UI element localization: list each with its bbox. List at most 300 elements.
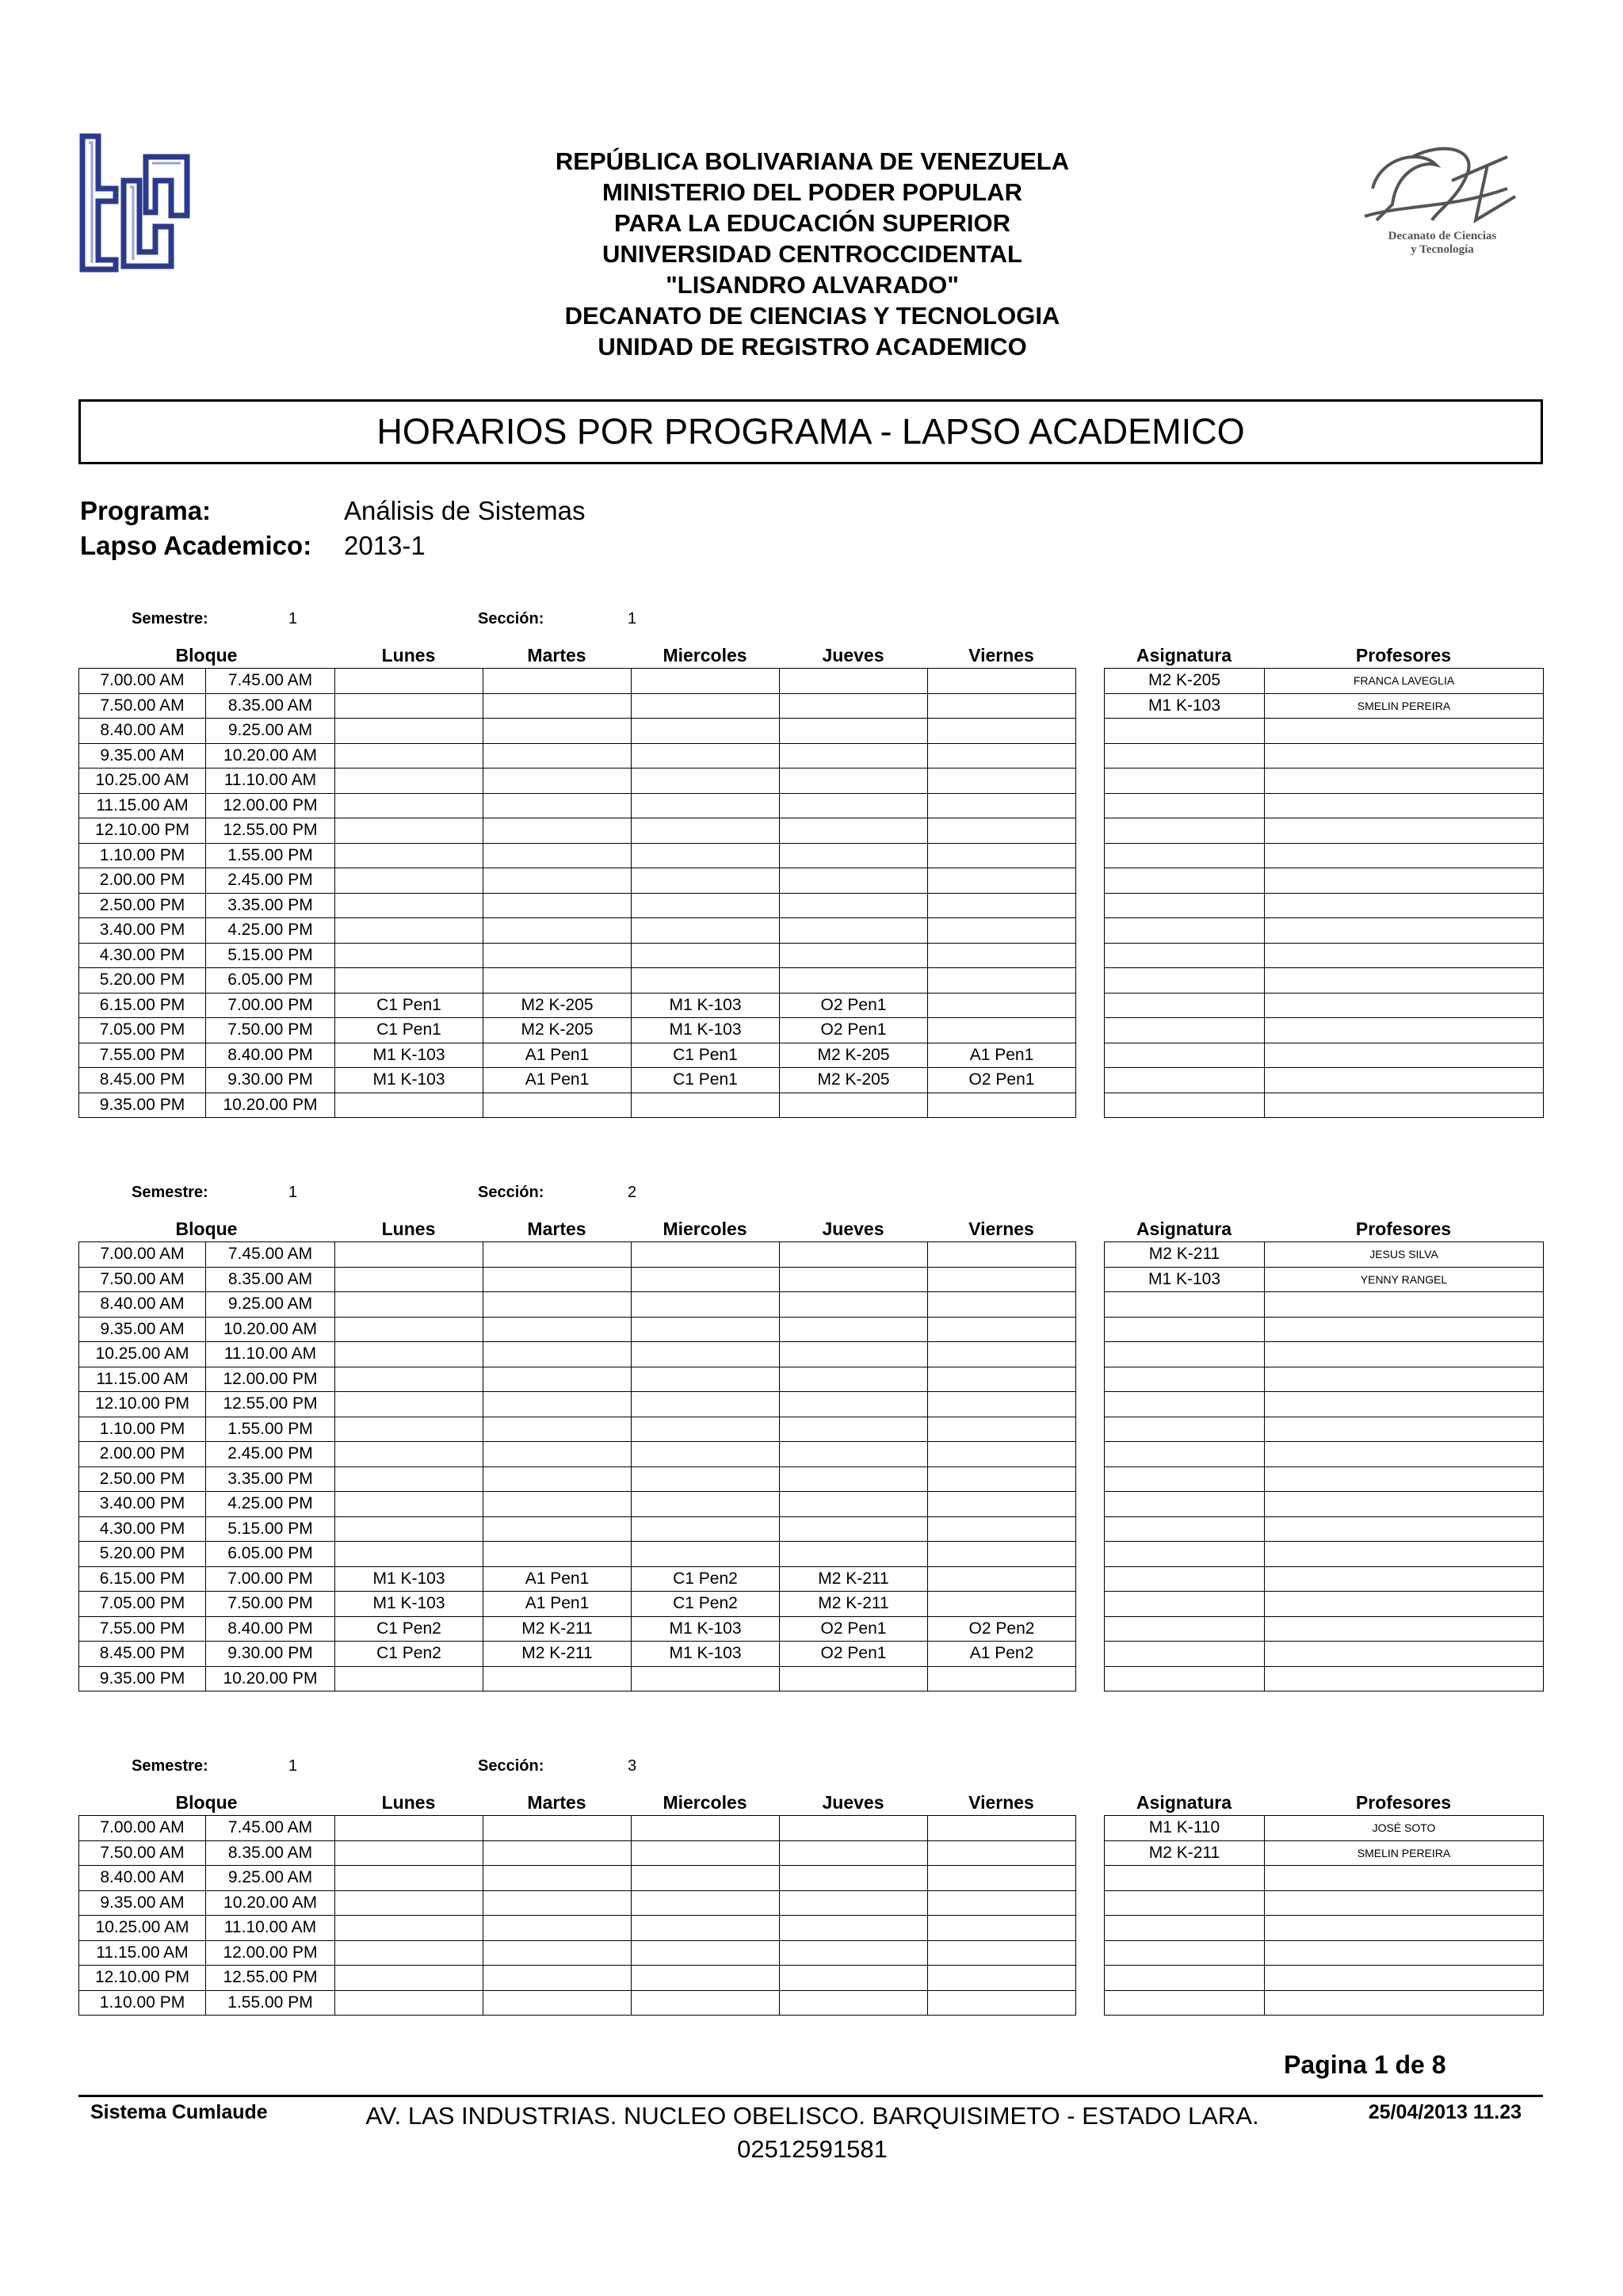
course-row: [1105, 1940, 1544, 1966]
cell-miercoles: [632, 1317, 780, 1342]
course-row: [1105, 743, 1544, 769]
cell-jueves: [780, 1866, 928, 1891]
column-header-viernes: Viernes: [968, 645, 1034, 666]
cell-miercoles: [632, 918, 780, 944]
cell-lunes: C1 Pen2: [335, 1616, 483, 1642]
cell-lunes: C1 Pen1: [335, 993, 483, 1018]
cell-jueves: [780, 793, 928, 818]
professor-name: [1265, 1043, 1544, 1068]
block-end: 12.00.00 PM: [206, 1367, 335, 1392]
header-line-4: UNIVERSIDAD CENTROCCIDENTAL: [602, 240, 1022, 268]
professor-name: [1265, 793, 1544, 818]
schedule-row: [79, 1492, 1076, 1517]
block-end: 1.55.00 PM: [206, 843, 335, 868]
cell-jueves: [780, 719, 928, 744]
cell-lunes: [335, 1466, 483, 1492]
schedule-row: [79, 943, 1076, 968]
cell-lunes: [335, 1516, 483, 1542]
column-header-jueves: Jueves: [822, 1219, 884, 1239]
semestre-label: Semestre:: [132, 610, 208, 627]
cell-lunes: [335, 1392, 483, 1417]
cell-jueves: M2 K-205: [780, 1043, 928, 1068]
cell-viernes: [928, 1417, 1076, 1442]
schedule-row: [79, 1890, 1076, 1916]
block-end: 7.00.00 PM: [206, 1566, 335, 1592]
cell-miercoles: M1 K-103: [632, 1642, 780, 1667]
course-row: [1105, 1592, 1544, 1617]
course-row: [1105, 893, 1544, 918]
cell-viernes: [928, 968, 1076, 994]
cell-miercoles: M1 K-103: [632, 1018, 780, 1043]
block-end: 8.35.00 AM: [206, 1840, 335, 1866]
course-row: [1105, 993, 1544, 1018]
block-start: 8.40.00 AM: [79, 719, 206, 744]
cell-jueves: [780, 868, 928, 894]
cell-miercoles: [632, 1242, 780, 1268]
cell-jueves: [780, 893, 928, 918]
cell-lunes: [335, 868, 483, 894]
cell-martes: [483, 1367, 632, 1392]
cell-martes: [483, 1840, 632, 1866]
block-start: 9.35.00 PM: [79, 1666, 206, 1691]
professor-name: [1265, 1642, 1544, 1667]
semestre-value: 1: [288, 1757, 298, 1775]
cell-jueves: [780, 1442, 928, 1467]
cell-lunes: [335, 1492, 483, 1517]
cell-jueves: O2 Pen1: [780, 993, 928, 1018]
cell-viernes: [928, 993, 1076, 1018]
block-start: 7.55.00 PM: [79, 1043, 206, 1068]
block-start: 3.40.00 PM: [79, 1492, 206, 1517]
professor-name: [1265, 1516, 1544, 1542]
course-row: [1105, 1317, 1544, 1342]
course-row: [1105, 1642, 1544, 1667]
cell-jueves: [780, 1542, 928, 1567]
professor-name: [1265, 968, 1544, 994]
course-row: [1105, 793, 1544, 818]
block-end: 7.50.00 PM: [206, 1018, 335, 1043]
cell-lunes: [335, 793, 483, 818]
block-end: 5.15.00 PM: [206, 943, 335, 968]
cell-viernes: [928, 1542, 1076, 1567]
block-end: 8.35.00 AM: [206, 693, 335, 719]
block-start: 7.50.00 AM: [79, 693, 206, 719]
cell-miercoles: [632, 968, 780, 994]
cell-martes: [483, 1966, 632, 1991]
logo-right-line-1: Decanato de Ciencias: [1388, 230, 1497, 242]
cell-jueves: [780, 769, 928, 794]
cell-jueves: [780, 1966, 928, 1991]
schedule-row: [79, 1093, 1076, 1118]
cell-viernes: [928, 1317, 1076, 1342]
semestre-value: 1: [288, 610, 298, 627]
course-row: [1105, 1666, 1544, 1691]
course-code: [1105, 843, 1265, 868]
schedule-row: [79, 1367, 1076, 1392]
cell-viernes: [928, 693, 1076, 719]
cell-miercoles: [632, 1666, 780, 1691]
course-row: [1105, 1566, 1544, 1592]
course-code: [1105, 1592, 1265, 1617]
cell-viernes: [928, 1492, 1076, 1517]
professor-name: [1265, 1367, 1544, 1392]
block-start: 10.25.00 AM: [79, 769, 206, 794]
schedule-row: [79, 1990, 1076, 2016]
cell-miercoles: [632, 1367, 780, 1392]
cell-lunes: M1 K-103: [335, 1592, 483, 1617]
professor-name: [1265, 1990, 1544, 2016]
course-row: [1105, 1516, 1544, 1542]
column-header-bloque: Bloque: [175, 1792, 238, 1813]
cell-martes: M2 K-205: [483, 993, 632, 1018]
cell-lunes: [335, 1417, 483, 1442]
cell-viernes: [928, 868, 1076, 894]
course-code: [1105, 1292, 1265, 1318]
print-timestamp: 25/04/2013 11.23: [1368, 2101, 1522, 2123]
course-code: [1105, 1642, 1265, 1667]
column-header-lunes: Lunes: [381, 1792, 436, 1813]
cell-viernes: [928, 669, 1076, 694]
professor-name: [1265, 1940, 1544, 1966]
schedule-row: [79, 793, 1076, 818]
cell-viernes: [928, 1392, 1076, 1417]
block-start: 7.55.00 PM: [79, 1616, 206, 1642]
schedule-row: [79, 1466, 1076, 1492]
cell-lunes: [335, 1267, 483, 1292]
cell-viernes: [928, 1093, 1076, 1118]
course-row: [1105, 968, 1544, 994]
course-code: [1105, 893, 1265, 918]
professor-name: [1265, 818, 1544, 844]
cell-miercoles: [632, 743, 780, 769]
block-end: 9.25.00 AM: [206, 1292, 335, 1318]
professor-name: [1265, 1442, 1544, 1467]
schedule-row: [79, 1940, 1076, 1966]
schedule-row: [79, 1666, 1076, 1691]
course-row: [1105, 1442, 1544, 1467]
cell-martes: [483, 1292, 632, 1318]
programa-value: Análisis de Sistemas: [344, 496, 586, 525]
ucla-logo: [76, 133, 195, 273]
block-end: 11.10.00 AM: [206, 769, 335, 794]
cell-miercoles: [632, 1292, 780, 1318]
cell-viernes: [928, 793, 1076, 818]
cell-lunes: [335, 743, 483, 769]
header-line-2: MINISTERIO DEL PODER POPULAR: [602, 178, 1022, 206]
schedule-row: [79, 1916, 1076, 1941]
programa-label: Programa:: [80, 496, 212, 525]
cell-lunes: [335, 1317, 483, 1342]
column-header-martes: Martes: [527, 1219, 586, 1239]
schedule-row: [79, 1267, 1076, 1292]
professor-name: [1265, 1566, 1544, 1592]
header-line-1: REPÚBLICA BOLIVARIANA DE VENEZUELA: [555, 147, 1070, 175]
cell-jueves: [780, 818, 928, 844]
course-row: [1105, 1890, 1544, 1916]
course-row: [1105, 843, 1544, 868]
cell-martes: [483, 1417, 632, 1442]
cell-jueves: O2 Pen1: [780, 1616, 928, 1642]
course-code: [1105, 1417, 1265, 1442]
cell-viernes: [928, 843, 1076, 868]
course-code: M1 K-103: [1105, 693, 1265, 719]
block-start: 7.50.00 AM: [79, 1267, 206, 1292]
seccion-value: 3: [628, 1757, 637, 1775]
course-row: [1105, 818, 1544, 844]
schedule-row: [79, 743, 1076, 769]
professor-name: [1265, 769, 1544, 794]
cell-martes: [483, 1492, 632, 1517]
block-start: 5.20.00 PM: [79, 968, 206, 994]
cell-martes: [483, 793, 632, 818]
seccion-label: Sección:: [478, 1184, 544, 1201]
cell-martes: [483, 1317, 632, 1342]
lapso-label: Lapso Academico:: [80, 531, 312, 560]
course-code: [1105, 943, 1265, 968]
course-row: [1105, 1267, 1544, 1292]
cell-miercoles: [632, 843, 780, 868]
schedule-row: [79, 1966, 1076, 1991]
block-end: 12.00.00 PM: [206, 793, 335, 818]
schedule-row: [79, 1292, 1076, 1318]
cell-viernes: [928, 1940, 1076, 1966]
block-end: 10.20.00 AM: [206, 1890, 335, 1916]
course-row: [1105, 1018, 1544, 1043]
block-start: 7.50.00 AM: [79, 1840, 206, 1866]
cell-viernes: [928, 1966, 1076, 1991]
cell-miercoles: [632, 893, 780, 918]
cell-jueves: [780, 843, 928, 868]
schedule-row: [79, 1642, 1076, 1667]
cell-miercoles: [632, 868, 780, 894]
block-end: 1.55.00 PM: [206, 1417, 335, 1442]
cell-miercoles: [632, 1816, 780, 1841]
block-start: 3.40.00 PM: [79, 918, 206, 944]
column-header-jueves: Jueves: [822, 1792, 884, 1813]
schedule-row: [79, 669, 1076, 694]
block-start: 11.15.00 AM: [79, 793, 206, 818]
cell-lunes: [335, 1916, 483, 1941]
column-header-profesores: Profesores: [1355, 1219, 1452, 1239]
course-row: [1105, 769, 1544, 794]
course-code: [1105, 1566, 1265, 1592]
schedule-row: [79, 1043, 1076, 1068]
cell-viernes: A1 Pen1: [928, 1043, 1076, 1068]
cell-martes: [483, 1342, 632, 1367]
course-row: [1105, 1616, 1544, 1642]
block-start: 6.15.00 PM: [79, 993, 206, 1018]
cell-lunes: [335, 1666, 483, 1691]
professor-name: [1265, 843, 1544, 868]
header-line-7: UNIDAD DE REGISTRO ACADEMICO: [598, 333, 1027, 360]
cell-lunes: M1 K-103: [335, 1068, 483, 1093]
schedule-row: [79, 1442, 1076, 1467]
block-end: 8.35.00 AM: [206, 1267, 335, 1292]
cell-lunes: [335, 1840, 483, 1866]
professor-name: YENNY RANGEL: [1265, 1267, 1544, 1292]
cell-jueves: [780, 1342, 928, 1367]
lapso-value: 2013-1: [344, 531, 426, 560]
course-professor-grid: [1104, 668, 1544, 1118]
cell-viernes: [928, 1840, 1076, 1866]
cell-viernes: [928, 1666, 1076, 1691]
cell-viernes: [928, 1466, 1076, 1492]
cell-lunes: [335, 1542, 483, 1567]
block-end: 12.00.00 PM: [206, 1940, 335, 1966]
course-row: [1105, 1916, 1544, 1941]
cell-jueves: [780, 1666, 928, 1691]
cell-miercoles: [632, 1990, 780, 2016]
cell-miercoles: [632, 669, 780, 694]
cell-lunes: [335, 1367, 483, 1392]
cell-miercoles: [632, 1890, 780, 1916]
professor-name: [1265, 1542, 1544, 1567]
cell-martes: [483, 943, 632, 968]
cell-jueves: M2 K-205: [780, 1068, 928, 1093]
cell-viernes: [928, 1916, 1076, 1941]
schedule-row: [79, 1417, 1076, 1442]
schedule-row: [79, 1542, 1076, 1567]
column-header-miercoles: Miercoles: [663, 645, 747, 666]
course-code: [1105, 1442, 1265, 1467]
schedule-row: [79, 693, 1076, 719]
block-start: 12.10.00 PM: [79, 1392, 206, 1417]
cell-lunes: M1 K-103: [335, 1566, 483, 1592]
course-row: [1105, 669, 1544, 694]
course-code: [1105, 1990, 1265, 2016]
cell-jueves: [780, 1916, 928, 1941]
cell-viernes: [928, 769, 1076, 794]
professor-name: [1265, 719, 1544, 744]
block-end: 2.45.00 PM: [206, 868, 335, 894]
cell-martes: [483, 1392, 632, 1417]
course-code: [1105, 1043, 1265, 1068]
course-row: [1105, 1966, 1544, 1991]
cell-viernes: [928, 818, 1076, 844]
block-end: 10.20.00 AM: [206, 743, 335, 769]
cell-jueves: [780, 1093, 928, 1118]
schedule-row: [79, 843, 1076, 868]
cell-jueves: [780, 1940, 928, 1966]
cell-jueves: [780, 1267, 928, 1292]
cell-miercoles: [632, 1492, 780, 1517]
course-code: M2 K-211: [1105, 1840, 1265, 1866]
schedule-row: [79, 1840, 1076, 1866]
block-end: 7.45.00 AM: [206, 1816, 335, 1841]
course-code: [1105, 1018, 1265, 1043]
course-code: [1105, 719, 1265, 744]
block-end: 9.25.00 AM: [206, 719, 335, 744]
block-end: 2.45.00 PM: [206, 1442, 335, 1467]
course-row: [1105, 1093, 1544, 1118]
course-row: [1105, 1866, 1544, 1891]
block-end: 3.35.00 PM: [206, 1466, 335, 1492]
cell-lunes: M1 K-103: [335, 1043, 483, 1068]
schedule-row: [79, 918, 1076, 944]
cell-lunes: [335, 893, 483, 918]
cell-martes: [483, 1442, 632, 1467]
course-code: [1105, 1492, 1265, 1517]
course-professor-grid: [1104, 1241, 1544, 1691]
course-row: [1105, 1466, 1544, 1492]
cell-lunes: [335, 1966, 483, 1991]
header-line-6: DECANATO DE CIENCIAS Y TECNOLOGIA: [564, 302, 1060, 330]
cell-martes: A1 Pen1: [483, 1566, 632, 1592]
professor-name: [1265, 1616, 1544, 1642]
course-row: [1105, 1542, 1544, 1567]
cell-lunes: [335, 968, 483, 994]
block-start: 7.00.00 AM: [79, 1816, 206, 1841]
professor-name: [1265, 1018, 1544, 1043]
cell-jueves: [780, 1840, 928, 1866]
cell-miercoles: C1 Pen2: [632, 1592, 780, 1617]
cell-viernes: O2 Pen2: [928, 1616, 1076, 1642]
schedule-row: [79, 868, 1076, 894]
cell-jueves: [780, 1367, 928, 1392]
cell-jueves: [780, 1292, 928, 1318]
seccion-value: 2: [628, 1184, 637, 1201]
course-code: M1 K-110: [1105, 1816, 1265, 1841]
course-code: [1105, 1666, 1265, 1691]
block-end: 10.20.00 AM: [206, 1317, 335, 1342]
logo-right-line-2: y Tecnología: [1411, 243, 1474, 256]
seccion-value: 1: [628, 610, 637, 627]
schedule-row: [79, 1342, 1076, 1367]
cell-jueves: [780, 943, 928, 968]
professor-name: [1265, 1342, 1544, 1367]
block-end: 1.55.00 PM: [206, 1990, 335, 2016]
cell-miercoles: [632, 1417, 780, 1442]
block-start: 8.40.00 AM: [79, 1866, 206, 1891]
professor-name: [1265, 943, 1544, 968]
cell-martes: [483, 1990, 632, 2016]
block-start: 11.15.00 AM: [79, 1940, 206, 1966]
cell-lunes: [335, 943, 483, 968]
cell-martes: [483, 968, 632, 994]
column-header-martes: Martes: [527, 645, 586, 666]
schedule-row: [79, 993, 1076, 1018]
block-start: 5.20.00 PM: [79, 1542, 206, 1567]
cell-viernes: [928, 1342, 1076, 1367]
cell-miercoles: [632, 693, 780, 719]
course-row: [1105, 868, 1544, 894]
page-number: Pagina 1 de 8: [1284, 2050, 1446, 2079]
professor-name: [1265, 1966, 1544, 1991]
address-line-1: AV. LAS INDUSTRIAS. NUCLEO OBELISCO. BARQUISIMETO - ESTADO LARA.: [365, 2102, 1259, 2130]
block-end: 5.15.00 PM: [206, 1516, 335, 1542]
cell-martes: [483, 1542, 632, 1567]
cell-miercoles: [632, 1267, 780, 1292]
professor-name: [1265, 1317, 1544, 1342]
course-row: [1105, 1342, 1544, 1367]
cell-martes: [483, 669, 632, 694]
cell-martes: [483, 769, 632, 794]
cell-viernes: [928, 1566, 1076, 1592]
schedule-row: [79, 1242, 1076, 1268]
column-header-lunes: Lunes: [381, 1219, 436, 1239]
block-start: 11.15.00 AM: [79, 1367, 206, 1392]
block-start: 1.10.00 PM: [79, 843, 206, 868]
course-row: [1105, 1816, 1544, 1841]
column-header-lunes: Lunes: [381, 645, 436, 666]
professor-name: [1265, 1866, 1544, 1891]
cell-miercoles: [632, 1542, 780, 1567]
system-name: Sistema Cumlaude: [90, 2101, 268, 2123]
cell-miercoles: [632, 1442, 780, 1467]
cell-lunes: [335, 1866, 483, 1891]
block-start: 2.50.00 PM: [79, 1466, 206, 1492]
course-row: [1105, 1043, 1544, 1068]
